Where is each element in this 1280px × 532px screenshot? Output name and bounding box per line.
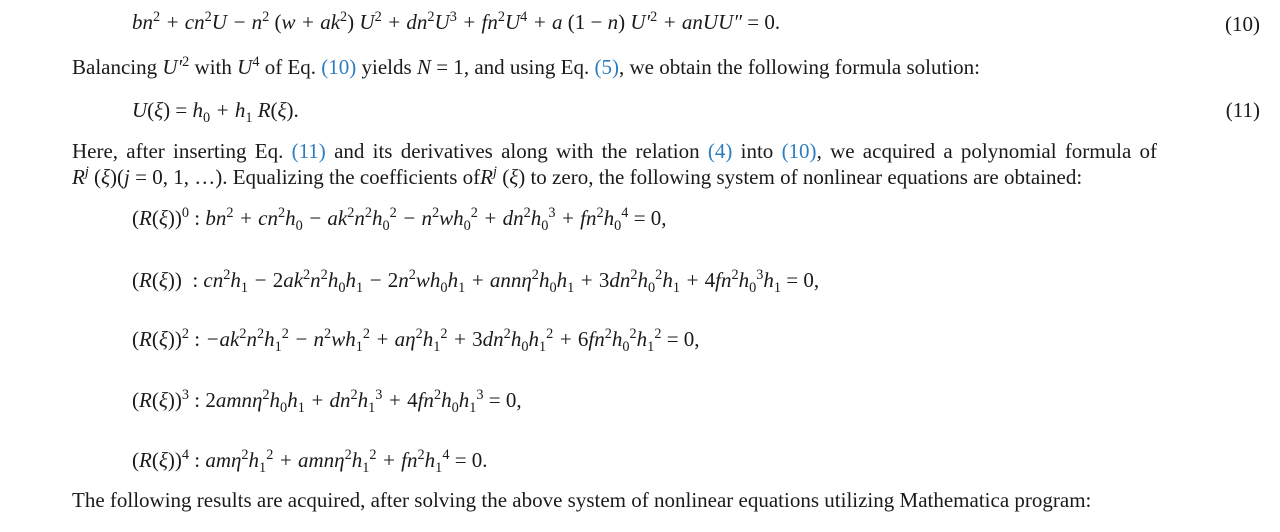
paragraph-inserting-line2: $R^j$ (ξ)(j = 0, 1, …). Equalizing the coefficients ofR$^j$ (ξ) to zero, the following system of nonlinear equations are obtained: [72,164,1083,189]
text-segment: , we obtain the following formula solution: [618,55,980,79]
eq-link-11[interactable]: (11) [291,139,326,163]
paragraph-results: The following results are acquired, after solving the above system of nonlinear equations utilizing Mathematica program: [72,488,1092,512]
eq-link-5[interactable]: (5) [594,55,619,79]
text-segment: with [189,55,238,79]
text-segment: into [732,139,782,163]
text-segment: to zero, the following system of nonlinear equations are obtained: [525,165,1083,189]
text-segment: and its derivatives along with the relation [325,139,708,163]
equation-10: $bn^2 + cn^2U - n^2$ $(w + ak^2)$ $U^2 + dn^2U^3 + fn^2U^4 + a$ (1 − n) $U'^2$ + anUU″ = 0. [132,9,781,34]
text-segment: of Eq. [259,55,322,79]
equation-number-10: (10) [1225,12,1260,36]
text-segment: , we acquired a polynomial formula of [816,139,1158,163]
text-segment: . Equalizing the coefficients of [222,165,481,189]
system-eq-1: (R(ξ)) : $cn^2h_1 - 2ak^2n^2h_0h_1 - 2n^2wh_0h_1 + ann\eta^2h_0h_1 + 3dn^2h_0^2h_1 + 4fn^2h_0^3h_1 = 0$, [132,267,820,297]
eq-link-10[interactable]: (10) [321,55,357,79]
eq-link-10b[interactable]: (10) [781,139,817,163]
equation-11: $U(\xi) = h_0 + h_1$ R(ξ). [132,98,299,127]
system-eq-4: $(R(\xi))^4$ : $am\eta^2h_1^2 + amn\eta^2h_1^2 + fn^2h_1^4 = 0$. [132,447,488,477]
text-segment: , and using Eq. [463,55,595,79]
system-eq-3: $(R(\xi))^3$ : $2amn\eta^2h_0h_1 + dn^2h_1^3 + 4fn^2h_0h_1^3 = 0$, [132,387,522,417]
system-eq-0: $(R(\xi))^0$ : $bn^2 + cn^2h_0 - ak^2n^2h_0^2 - n^2wh_0^2 + dn^2h_0^3 + fn^2h_0^4 = 0$, [132,205,667,235]
text-segment: Here, after inserting Eq. [72,139,292,163]
eq-link-4[interactable]: (4) [707,139,733,163]
paragraph-balancing: Balancing $U'^2$ with $U^4$ of Eq. (10) yields N = 1, and using Eq. (5), we obtain the following formula solution: [72,54,980,79]
paragraph-inserting [72,139,1157,164]
system-eq-2: $(R(\xi))^2$ : $-ak^2n^2h_1^2 - n^2wh_1^2 + a\eta^2h_1^2 + 3dn^2h_0h_1^2 + 6fn^2h_0^2h_1^2 = 0$, [132,326,700,356]
text-segment: Balancing [72,55,163,79]
text-segment: yields [356,55,417,79]
equation-number-11: (11) [1225,98,1260,122]
